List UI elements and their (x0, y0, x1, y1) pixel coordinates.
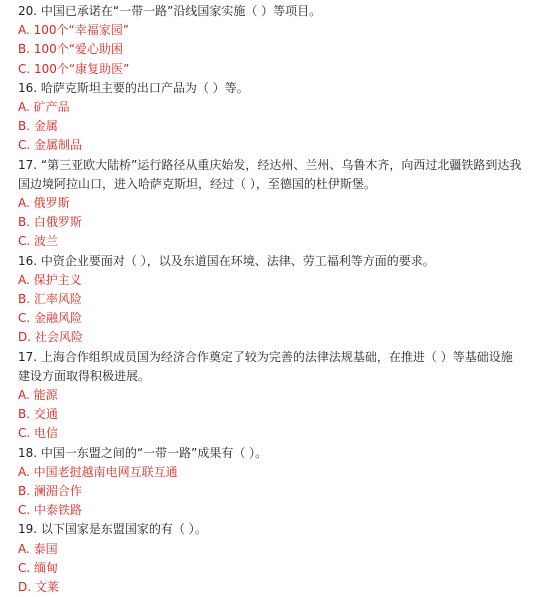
question-block (18, 79, 543, 156)
question-block (18, 520, 543, 597)
option-b: B. 交通 (18, 407, 58, 422)
question-text: 16. 哈萨克斯坦主要的出口产品为（ ）等。 (18, 80, 249, 95)
option-c: C. 100个“康复助医” (18, 61, 130, 76)
question-text: 17. 上海合作组织成员国为经济合作奠定了较为完善的法律法规基础，在推进（ ）等基础设施建设方面取得积极进展。 (18, 349, 513, 383)
option-a: A. 矿产品 (18, 100, 70, 115)
option-a: A. 泰国 (18, 541, 58, 556)
question-text: 17. “第三亚欧大陆桥”运行路径从重庆始发，经达州、兰州、乌鲁木齐，向西过北疆铁路到达我国边境阿拉山口，进入哈萨克斯坦，经过（ ），至德国的杜伊斯堡。 (18, 157, 522, 191)
question-block (18, 2, 543, 79)
option-b: B. 澜湄合作 (18, 484, 82, 499)
question-block (18, 156, 543, 252)
option-b: B. 白俄罗斯 (18, 215, 82, 230)
option-c: C. 波兰 (18, 234, 59, 249)
question-text: 16. 中资企业要面对（ ），以及东道国在环境、法律、劳工福利等方面的要求。 (18, 253, 435, 268)
option-c: C. 中泰铁路 (18, 503, 83, 518)
option-d: D. 社会风险 (18, 330, 83, 345)
question-block (18, 444, 543, 521)
option-a: A. 俄罗斯 (18, 196, 70, 211)
question-block (18, 348, 543, 444)
option-b: B. 汇率风险 (18, 292, 82, 307)
option-b: B. 金属 (18, 119, 58, 134)
option-c: C. 金融风险 (18, 311, 83, 326)
option-a: A. 能源 (18, 388, 58, 403)
option-a: A. 100个“幸福家园” (18, 23, 129, 38)
option-a: A. 保护主义 (18, 272, 82, 287)
question-text: 18. 中国一东盟之间的“一带一路”成果有（ ）。 (18, 445, 268, 460)
option-b: B. 100个“爱心助困 (18, 42, 123, 57)
option-a: A. 中国老挝越南电网互联互通 (18, 464, 178, 479)
option-c: C. 缅甸 (18, 560, 59, 575)
option-c: C. 金属制品 (18, 138, 83, 153)
option-d: D. 文莱 (18, 580, 59, 595)
question-text: 19. 以下国家是东盟国家的有（ ）。 (18, 522, 207, 537)
option-c: C. 电信 (18, 426, 59, 441)
question-block (18, 252, 543, 348)
question-text: 20. 中国已承诺在“一带一路”沿线国家实施（ ）等项目。 (18, 4, 322, 18)
